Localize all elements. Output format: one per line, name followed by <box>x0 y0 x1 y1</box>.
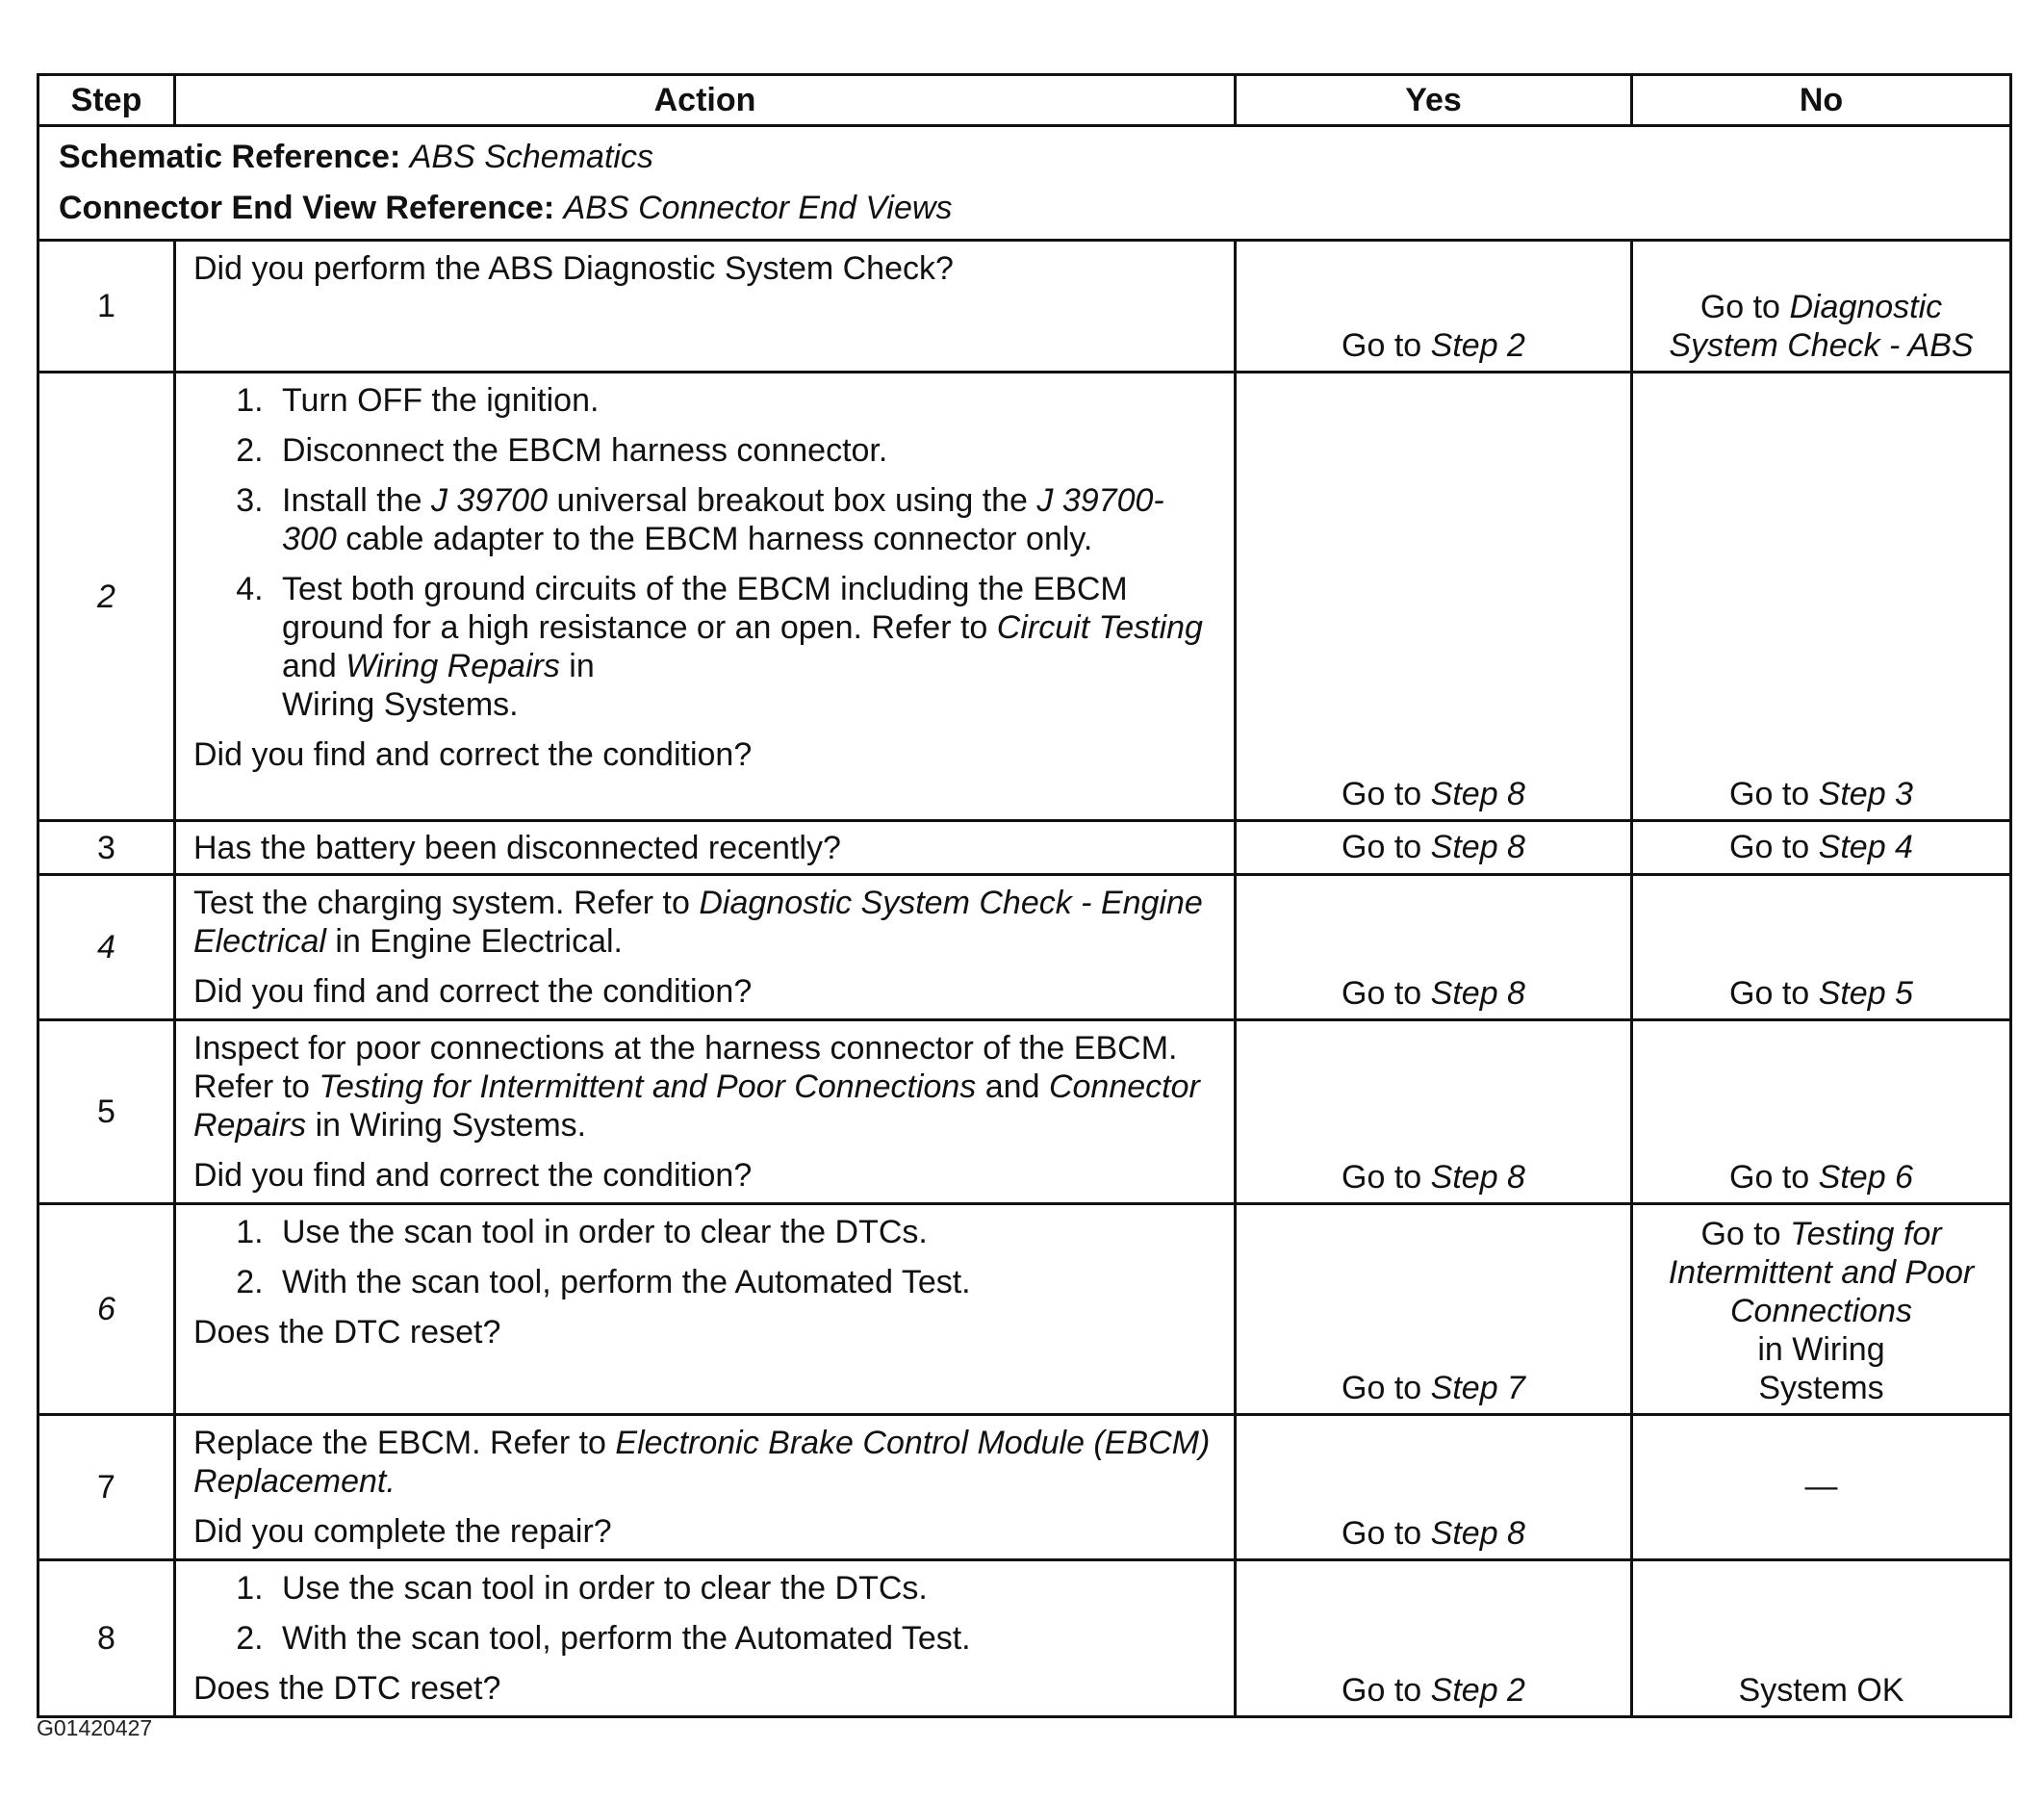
action-question: Did you complete the repair? <box>193 1513 612 1550</box>
schematic-reference-label: Schematic Reference: <box>59 139 401 175</box>
action-cell <box>175 373 1236 821</box>
action-cell <box>175 1020 1236 1204</box>
yes-step-link[interactable]: Step 2 <box>1430 1672 1525 1709</box>
action-cell <box>175 821 1236 875</box>
doc-reference-link[interactable]: Circuit Testing <box>996 609 1203 646</box>
no-ref-link[interactable]: Diagnostic <box>1789 289 1943 325</box>
no-dash: — <box>1804 1468 1838 1505</box>
yes-step-link[interactable]: Step 8 <box>1430 828 1525 865</box>
reference-row <box>38 126 2011 241</box>
action-cell <box>175 1204 1236 1415</box>
action-question: Does the DTC reset? <box>193 1314 501 1351</box>
go-to-label: Go to <box>1341 1370 1422 1406</box>
procedure-item: 3. Install the J 39700 universal breakout box using the J 39700-300 cable adapter to the EBCM harness connector only. <box>272 481 1216 558</box>
yes-cell <box>1236 1560 1632 1717</box>
go-to-label: Go to <box>1341 1515 1422 1552</box>
action-text: Test the charging system. Refer to Diagnostic System Check - Engine Electrical in Engine Electrical. <box>193 885 1203 960</box>
no-cell <box>1632 373 2011 821</box>
go-to-label: Go to <box>1729 776 1810 812</box>
no-step-link[interactable]: Step 3 <box>1818 776 1913 812</box>
go-to-label: Go to <box>1729 828 1810 865</box>
go-to-label: Go to <box>1729 1159 1810 1196</box>
action-text: Replace the EBCM. Refer to Electronic Brake Control Module (EBCM) Replacement. <box>193 1425 1211 1500</box>
table-row <box>38 1560 2011 1717</box>
go-to-label: Go to <box>1699 289 1780 325</box>
no-cell <box>1632 821 2011 875</box>
connector-reference-link[interactable]: ABS Connector End Views <box>563 190 953 226</box>
action-cell <box>175 875 1236 1020</box>
yes-cell <box>1236 241 1632 373</box>
step-number: 1 <box>38 241 175 373</box>
action-question: Did you find and correct the condition? <box>193 736 753 773</box>
table-row <box>38 373 2011 821</box>
no-ref-link[interactable]: Testing for <box>1790 1216 1942 1252</box>
procedure-item: 2. With the scan tool, perform the Automated Test. <box>272 1619 1216 1658</box>
action-question: Did you find and correct the condition? <box>193 973 753 1010</box>
connector-reference-label: Connector End View Reference: <box>59 190 555 226</box>
action-question: Did you find and correct the condition? <box>193 1157 753 1194</box>
no-cell <box>1632 875 2011 1020</box>
table-row <box>38 241 2011 373</box>
action-text: Has the battery been disconnected recently? <box>193 829 841 866</box>
no-tail-text: Systems <box>1758 1370 1884 1406</box>
reference-cell <box>38 126 2011 241</box>
step-number: 4 <box>38 875 175 1020</box>
tool-reference: J 39700-300 <box>282 482 1164 557</box>
go-to-label: Go to <box>1729 975 1810 1012</box>
step-number: 7 <box>38 1415 175 1560</box>
table-row <box>38 821 2011 875</box>
no-cell <box>1632 1415 2011 1560</box>
no-ref-link[interactable]: Connections <box>1729 1293 1912 1329</box>
action-question: Does the DTC reset? <box>193 1670 501 1707</box>
action-text: Inspect for poor connections at the harness connector of the EBCM. Refer to Testing for Intermittent and Poor Connections and Connector Repairs in Wiring Systems. <box>193 1030 1200 1144</box>
go-to-label: Go to <box>1341 975 1422 1012</box>
schematic-reference <box>59 133 1990 184</box>
step-number: 8 <box>38 1560 175 1717</box>
step-number: 2 <box>38 373 175 821</box>
doc-reference-link[interactable]: Testing for Intermittent and Poor Connections <box>319 1068 977 1105</box>
header-action: Action <box>175 75 1236 126</box>
no-ref-link[interactable]: System Check - ABS <box>1669 327 1974 364</box>
yes-cell <box>1236 821 1632 875</box>
no-cell <box>1632 1560 2011 1717</box>
action-text: Did you perform the ABS Diagnostic System Check? <box>193 250 954 287</box>
header-no: No <box>1632 75 2011 126</box>
table-row <box>38 1415 2011 1560</box>
yes-cell <box>1236 875 1632 1020</box>
no-step-link[interactable]: Step 4 <box>1818 828 1913 865</box>
header-step: Step <box>38 75 175 126</box>
go-to-label: Go to <box>1700 1216 1781 1252</box>
go-to-label: Go to <box>1341 1159 1422 1196</box>
yes-step-link[interactable]: Step 8 <box>1430 1159 1525 1196</box>
table-row <box>38 1204 2011 1415</box>
yes-cell <box>1236 1020 1632 1204</box>
schematic-reference-link[interactable]: ABS Schematics <box>409 139 653 175</box>
no-step-link[interactable]: Step 5 <box>1818 975 1913 1012</box>
action-cell <box>175 1560 1236 1717</box>
step-number: 5 <box>38 1020 175 1204</box>
procedure-item: 2. With the scan tool, perform the Automated Test. <box>272 1263 1216 1301</box>
yes-step-link[interactable]: Step 8 <box>1430 975 1525 1012</box>
no-cell <box>1632 1020 2011 1204</box>
doc-reference-link[interactable]: Connector Repairs <box>193 1068 1200 1144</box>
procedure-item: 1. Use the scan tool in order to clear the DTCs. <box>272 1213 1216 1251</box>
action-cell <box>175 241 1236 373</box>
procedure-list <box>193 1569 1216 1658</box>
no-tail-text: in Wiring <box>1757 1331 1885 1368</box>
step-number: 6 <box>38 1204 175 1415</box>
procedure-list <box>193 1213 1216 1301</box>
table-row <box>38 1020 2011 1204</box>
header-yes: Yes <box>1236 75 1632 126</box>
go-to-label: Go to <box>1341 828 1422 865</box>
procedure-list <box>193 381 1216 724</box>
procedure-item: 4. Test both ground circuits of the EBCM including the EBCM ground for a high resistance or an open. Refer to Circuit Testing and Wiring Repairs in Wiring Systems. <box>272 570 1216 724</box>
go-to-label: Go to <box>1341 1672 1422 1709</box>
doc-reference-link[interactable]: Electronic Brake Control Module (EBCM) Replacement. <box>193 1425 1211 1500</box>
table-row <box>38 875 2011 1020</box>
step-number: 3 <box>38 821 175 875</box>
yes-step-link[interactable]: Step 8 <box>1430 776 1525 812</box>
no-ref-link[interactable]: Intermittent and Poor <box>1668 1254 1975 1291</box>
yes-step-link[interactable]: Step 7 <box>1430 1370 1525 1406</box>
doc-reference-link[interactable]: Diagnostic System Check - Engine Electrical <box>193 885 1203 960</box>
yes-step-link[interactable]: Step 2 <box>1430 327 1525 364</box>
yes-cell <box>1236 1204 1632 1415</box>
doc-reference-link[interactable]: Wiring Repairs <box>345 648 560 684</box>
figure-id: G01420427 <box>37 1715 153 1740</box>
yes-step-link[interactable]: Step 8 <box>1430 1515 1525 1552</box>
yes-cell <box>1236 373 1632 821</box>
yes-cell <box>1236 1415 1632 1560</box>
tool-reference: J 39700 <box>430 482 548 519</box>
system-ok-text: System OK <box>1738 1672 1904 1709</box>
header-row <box>38 75 2011 126</box>
procedure-item: 1. Use the scan tool in order to clear the DTCs. <box>272 1569 1216 1608</box>
no-step-link[interactable]: Step 6 <box>1818 1159 1913 1196</box>
procedure-item: 2. Disconnect the EBCM harness connector. <box>272 431 1216 470</box>
diagnostic-table <box>37 73 2012 1718</box>
no-cell <box>1632 241 2011 373</box>
action-cell <box>175 1415 1236 1560</box>
connector-reference <box>59 184 1990 235</box>
go-to-label: Go to <box>1341 776 1422 812</box>
go-to-label: Go to <box>1341 327 1422 364</box>
no-cell <box>1632 1204 2011 1415</box>
procedure-item: 1. Turn OFF the ignition. <box>272 381 1216 420</box>
